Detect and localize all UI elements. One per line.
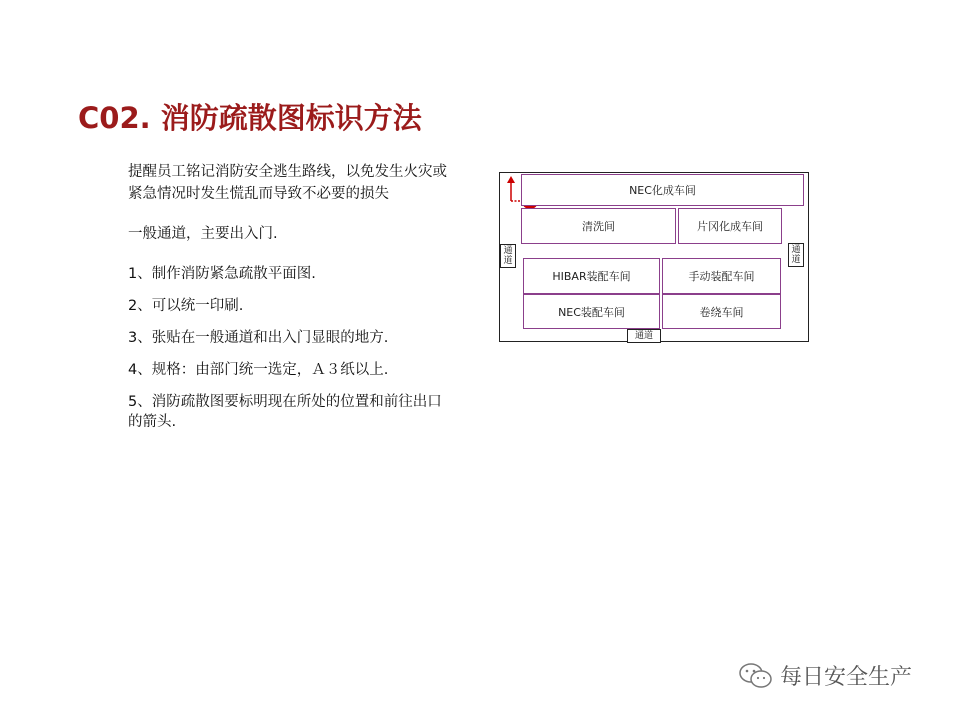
room-cleaning: 清洗间: [521, 208, 676, 244]
watermark: [738, 660, 912, 691]
room-nec-assembly: NEC装配车间: [523, 294, 660, 329]
room-hibar: HIBAR装配车间: [523, 258, 660, 294]
aisle-left-label: 通道: [500, 244, 516, 268]
room-nec-chem: NEC化成车间: [521, 174, 804, 206]
list-item: 3、张贴在一般通道和出入门显眼的地方.: [128, 330, 389, 346]
page-title: C02. 消防疏散图标识方法: [78, 101, 422, 135]
aisle-right-label: 通道: [788, 243, 804, 267]
evacuation-floor-plan: [499, 172, 809, 342]
list-item: 1、制作消防紧急疏散平面图.: [128, 266, 316, 282]
room-chip-chem: 片冈化成车间: [678, 208, 782, 244]
instruction-list: [128, 264, 450, 444]
list-item: 2、可以统一印刷.: [128, 298, 244, 314]
wechat-icon: [738, 662, 774, 690]
list-item: 5、消防疏散图要标明现在所处的位置和前往出口的箭头.: [128, 394, 442, 430]
intro-text: 提醒员工铭记消防安全逃生路线，以免发生火灾或紧急情况时发生慌乱而导致不必要的损失: [128, 164, 447, 202]
room-manual: 手动装配车间: [662, 258, 781, 294]
list-item: 4、规格：由部门统一选定，Ａ３纸以上.: [128, 362, 389, 378]
room-winding: 卷绕车间: [662, 294, 781, 329]
brand-name: 每日安全生产: [780, 665, 913, 690]
aisle-bottom-label: 通道: [627, 329, 661, 343]
subheading: 一般通道，主要出入门.: [128, 226, 278, 242]
